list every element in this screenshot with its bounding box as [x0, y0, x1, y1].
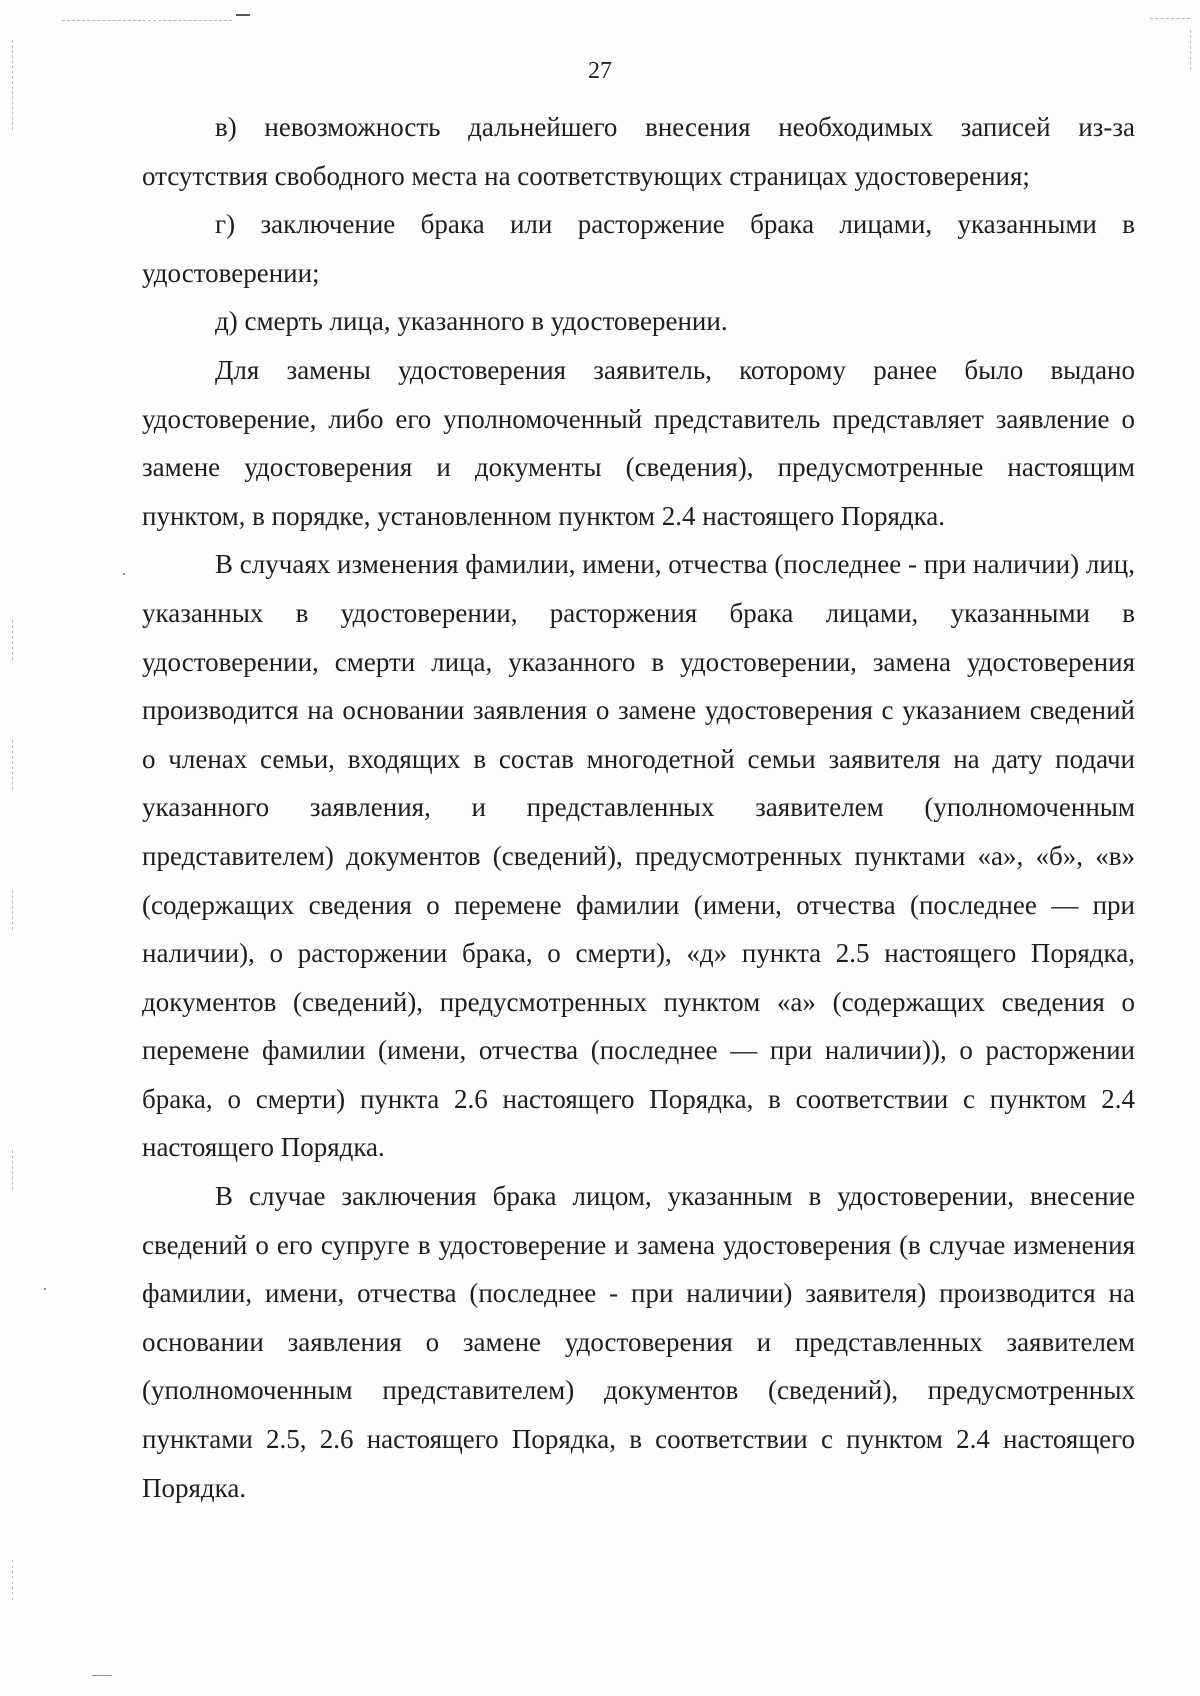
- scan-speck: [92, 1675, 112, 1676]
- scan-artifact-left-edge-5: [12, 1150, 13, 1190]
- paragraph-name-change-cases: В случаях изменения фамилии, имени, отчества (последнее - при наличии) лиц, указанных в удостоверении, расторжения брака лицами, указанными в удостоверении, смерти лица, указанного в удостоверении, замена удостоверения производится на основании заявления о замене удостоверения с указанием сведений о членах семьи, входящих в состав многодетной семьи заявителя на дату подачи указанного заявления, и представленных заявителем (уполномоченным представителем) документов (сведений), предусмотренных пунктами «а», «б», «в» (содержащих сведения о перемене фамилии (имени, отчества (последнее — при наличии), о расторжении брака, о смерти), «д» пункта 2.5 настоящего Порядка, документов (сведений), предусмотренных пунктом «а» (содержащих сведения о перемене фамилии (имени, отчества (последнее — при наличии)), о расторжении брака, о смерти) пункта 2.6 настоящего Порядка, в соответствии с пунктом 2.4 настоящего Порядка.: [142, 549, 1135, 1163]
- scan-artifact-top-right: [1150, 18, 1190, 20]
- page-number: 27: [588, 58, 612, 84]
- document-body: [142, 103, 1135, 1512]
- paragraph-item-g: г) заключение брака или расторжение брака лицами, указанными в удостоверении;: [142, 209, 1135, 288]
- scan-speck: [44, 1288, 46, 1290]
- paragraph-item-v: в) невозможность дальнейшего внесения необходимых записей из-за отсутствия свободного места на соответствующих страницах удостоверения;: [142, 112, 1135, 191]
- paragraph-replacement-procedure: Для замены удостоверения заявитель, которому ранее было выдано удостоверение, либо его уполномоченный представитель представляет заявление о замене удостоверения и документы (сведения), предусмотренные настоящим пунктом, в порядке, установленном пунктом 2.4 настоящего Порядка.: [142, 354, 1135, 531]
- scan-artifact-left-edge-6: [12, 1560, 13, 1600]
- paragraph-item-d: д) смерть лица, указанного в удостоверении.: [215, 306, 728, 337]
- scan-artifact-left-edge-3: [12, 740, 13, 790]
- paragraph-marriage-case: В случае заключения брака лицом, указанным в удостоверении, внесение сведений о его супруге в удостоверение и замена удостоверения (в случае изменения фамилии, имени, отчества (последнее - при наличии) заявителя) производится на основании заявления о замене удостоверения и представленных заявителем (уполномоченным представителем) документов (сведений), предусмотренных пунктами 2.5, 2.6 настоящего Порядка, в соответствии с пунктом 2.4 настоящего Порядка.: [142, 1181, 1135, 1503]
- scan-speck: [123, 573, 125, 575]
- scan-artifact-top-left: [62, 20, 232, 22]
- scan-artifact-left-edge-4: [12, 890, 13, 930]
- scan-artifact-mark: [236, 14, 250, 16]
- scan-artifact-left-edge-2: [12, 620, 13, 660]
